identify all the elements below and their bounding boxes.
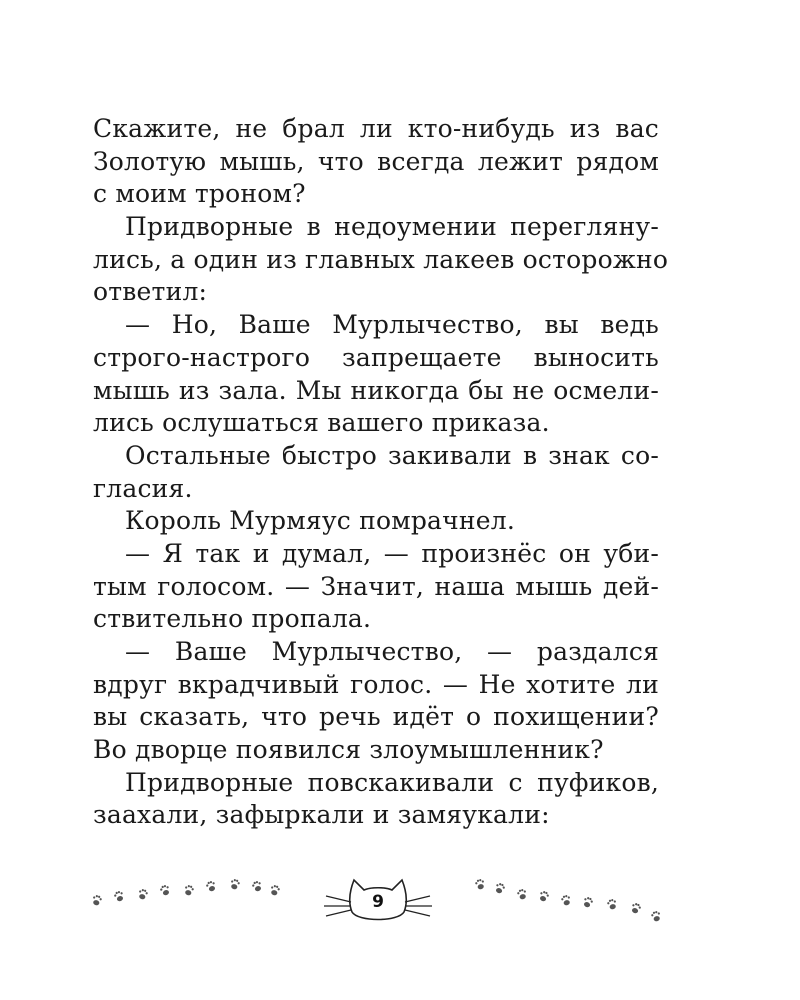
- paw-print-icon: [183, 884, 194, 896]
- text-line: заахали, зафыркали и замяукали:: [93, 800, 550, 830]
- text-line: Во дворце появился злоумышленник?: [93, 735, 604, 765]
- text-line: Придворные повскакивали с пуфиков,: [125, 767, 659, 797]
- paragraph: [93, 505, 659, 538]
- paw-print-icon: [113, 890, 125, 903]
- paragraph: [93, 309, 659, 440]
- text-line: — Но, Ваше Мурлычество, вы ведь: [125, 310, 659, 340]
- text-line: мышь из зала. Мы никогда бы не осмели-: [93, 375, 659, 405]
- text-line: лись, а один из главных лакеев осторожно: [93, 244, 669, 274]
- paw-print-icon: [137, 888, 148, 900]
- paw-print-icon: [159, 884, 171, 897]
- paw-print-icon: [560, 894, 571, 906]
- paw-print-icon: [538, 890, 550, 903]
- text-line: вы сказать, что речь идёт о похищении?: [93, 702, 659, 732]
- text-line: Придворные в недоумении перегляну-: [125, 212, 659, 242]
- paw-print-icon: [582, 896, 594, 909]
- paw-print-icon: [630, 902, 642, 915]
- text-line: гласия.: [93, 473, 193, 503]
- text-line: Король Мурмяус помрачнел.: [125, 506, 515, 536]
- paragraph: [93, 440, 659, 505]
- text-line: Золотую мышь, что всегда лежит рядом: [93, 146, 659, 176]
- page-number: 9: [372, 892, 384, 912]
- page-footer: [0, 868, 800, 938]
- paw-print-icon: [205, 880, 217, 893]
- paw-print-icon: [606, 898, 617, 910]
- text-line: ответил:: [93, 277, 208, 307]
- paw-print-icon: [474, 878, 485, 890]
- text-line: — Ваше Мурлычество, — раздался: [125, 637, 659, 666]
- paw-print-icon: [251, 880, 263, 893]
- page-number-badge: [318, 872, 438, 924]
- text-line: ствительно пропала.: [93, 604, 372, 634]
- text-line: тым голосом. — Значит, наша мышь дей-: [93, 571, 659, 601]
- paw-print-icon: [494, 882, 506, 895]
- text-line: с моим троном?: [93, 179, 306, 209]
- paw-print-icon: [91, 894, 102, 906]
- paw-print-icon: [650, 910, 661, 922]
- paragraph: [93, 113, 659, 211]
- text-line: — Я так и думал, — произнёс он уби-: [125, 538, 659, 568]
- text-line: вдруг вкрадчивый голос. — Не хотите ли: [93, 669, 659, 699]
- text-line: лись ослушаться вашего приказа.: [93, 408, 550, 438]
- paragraph: [93, 767, 659, 832]
- paw-print-icon: [269, 884, 280, 896]
- paw-trail-right-icon: [470, 868, 670, 928]
- paw-print-icon: [229, 878, 240, 890]
- body-text: [93, 113, 669, 832]
- text-line: строго-настрого запрещаете выносить: [93, 342, 659, 372]
- paragraph: [93, 211, 669, 309]
- text-line: Остальные быстро закивали в знак со-: [125, 440, 659, 470]
- text-line: Скажите, не брал ли кто-нибудь из вас: [93, 114, 659, 143]
- paw-print-icon: [516, 888, 527, 900]
- paw-trail-left-icon: [85, 868, 285, 918]
- paragraph: [93, 636, 659, 767]
- paragraph: [93, 538, 659, 636]
